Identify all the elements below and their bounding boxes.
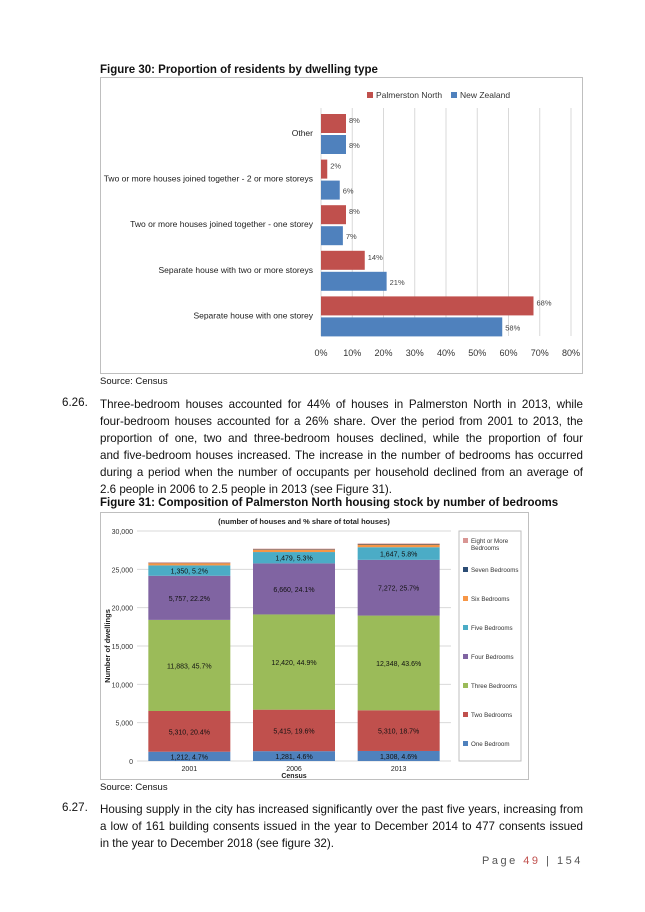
segment-label: 5,757, 22.2% — [168, 595, 210, 603]
paragraph-line: four-bedroom houses accounted for a 26% share. Over the period from 2001 to 2013, the — [100, 415, 583, 428]
data-label: 68% — [536, 298, 552, 308]
segment-label: 1,647, 5.8% — [379, 551, 418, 559]
page-separator: | — [546, 855, 552, 867]
data-label: 58% — [505, 323, 521, 333]
bar — [321, 272, 387, 291]
page-number: 49 — [523, 855, 541, 867]
y-tick-label: 20,000 — [111, 605, 133, 613]
segment-label: 11,883, 45.7% — [167, 663, 212, 671]
y-tick-label: 30,000 — [111, 529, 133, 536]
figure-30-chart — [100, 77, 583, 374]
legend-box — [459, 531, 521, 761]
legend-swatch — [451, 92, 457, 98]
y-tick-label: 25,000 — [111, 567, 133, 575]
x-category-label: 2006 — [286, 766, 302, 773]
legend-label: Bedrooms — [471, 545, 500, 552]
x-tick-label: 50% — [468, 348, 487, 358]
x-tick-label: 40% — [436, 348, 456, 358]
legend-label: Five Bedrooms — [471, 625, 513, 632]
stacked-bar-segment — [148, 563, 230, 565]
legend-label: Three Bedrooms — [471, 683, 518, 690]
x-tick-label: 10% — [343, 348, 362, 358]
data-label: 8% — [349, 207, 360, 217]
data-label: 14% — [367, 252, 383, 262]
legend-swatch — [463, 596, 468, 601]
stacked-bar-segment — [358, 545, 440, 548]
segment-label: 1,212, 4.7% — [170, 754, 209, 762]
y-tick-label: 0 — [129, 759, 133, 766]
bar — [321, 296, 534, 315]
stacked-bar-segment — [358, 543, 440, 544]
legend-label: New Zealand — [460, 90, 511, 100]
paragraph-line: proportion of one, two and three-bedroom houses declined, while the proportion of four — [100, 432, 583, 445]
category-label: Separate house with two or more storeys — [158, 264, 313, 275]
segment-label: 1,281, 4.6% — [275, 754, 313, 762]
legend-swatch — [463, 741, 468, 746]
x-tick-label: 20% — [374, 348, 393, 358]
page-word: Page — [482, 855, 518, 867]
stacked-bar-segment — [253, 549, 335, 550]
bar — [321, 114, 346, 133]
stacked-bar-segment — [253, 550, 335, 552]
paragraph-line: and five-bedroom houses increased. The increase in the number of bedrooms has occurred — [100, 449, 583, 462]
segment-label: 5,310, 20.4% — [168, 729, 210, 737]
legend-swatch — [367, 92, 373, 98]
stacked-bar-segment — [358, 544, 440, 545]
figure-30-svg — [101, 78, 582, 373]
data-label: 21% — [389, 277, 405, 287]
segment-label: 1,350, 5.2% — [170, 568, 209, 576]
legend-label: Six Bedrooms — [471, 596, 510, 603]
segment-label: 1,479, 5.3% — [275, 555, 313, 563]
chart-subtitle: (number of houses and % share of total houses) — [218, 517, 390, 526]
page-footer — [482, 855, 583, 867]
category-label: Two or more houses joined together - 2 or more storeys — [103, 173, 313, 184]
x-tick-label: 70% — [530, 348, 549, 358]
para-6-26-number: 6.26. — [62, 396, 88, 409]
legend-label: Four Bedrooms — [471, 654, 514, 661]
paragraph-line: in the year to December 2018 (see figure 32). — [100, 837, 334, 850]
para-6-26 — [100, 396, 583, 498]
legend-label: Palmerston North — [376, 90, 443, 100]
x-axis-label: Census — [281, 773, 307, 779]
y-axis-label: Number of dwellings — [103, 609, 112, 683]
legend-swatch — [463, 654, 468, 659]
x-tick-label: 30% — [405, 348, 424, 358]
legend-label: One Bedroom — [471, 741, 510, 748]
legend-label: Eight or More — [471, 538, 509, 545]
bar — [321, 205, 346, 224]
category-label: Two or more houses joined together - one storey — [130, 219, 313, 230]
segment-label: 1,308, 4.6% — [379, 753, 418, 761]
data-label: 8% — [349, 116, 360, 125]
figure-31-title: Figure 31: Composition of Palmerston North housing stock by number of bedrooms — [100, 497, 559, 509]
segment-label: 5,415, 19.6% — [273, 728, 315, 736]
figure-31-source: Source: Census — [100, 782, 168, 793]
para-6-27 — [100, 801, 583, 852]
stacked-bar-segment — [148, 562, 230, 563]
segment-label: 12,420, 44.9% — [271, 660, 317, 668]
legend-swatch — [463, 712, 468, 717]
legend-swatch — [463, 625, 468, 630]
legend-swatch — [463, 538, 468, 543]
segment-label: 5,310, 18.7% — [378, 728, 420, 736]
figure-31-svg — [101, 513, 528, 779]
y-tick-label: 15,000 — [111, 644, 133, 651]
x-tick-label: 60% — [499, 348, 518, 358]
paragraph-line: 2.6 people in 2006 to 2.5 people in 2013 (see Figure 31). — [100, 483, 392, 496]
figure-30-title: Figure 30: Proportion of residents by dwelling type — [100, 64, 378, 76]
figure-31-chart — [100, 512, 529, 780]
bar — [321, 181, 340, 200]
data-label: 7% — [345, 232, 357, 242]
category-label: Other — [291, 128, 313, 138]
x-category-label: 2013 — [390, 766, 407, 773]
bar — [321, 317, 502, 336]
paragraph-line: Housing supply in the city has increased significantly over the past five years, increasing from — [100, 803, 583, 816]
legend-label: Seven Bedrooms — [471, 567, 519, 574]
data-label: 8% — [349, 141, 360, 150]
bar — [321, 251, 365, 270]
bar — [321, 135, 346, 154]
x-tick-label: 80% — [561, 348, 581, 358]
bar — [321, 160, 327, 179]
paragraph-line: during a period when the number of occupants per household declined from an average of — [100, 466, 583, 479]
y-tick-label: 5,000 — [115, 720, 133, 728]
legend-swatch — [463, 683, 468, 688]
data-label: 2% — [330, 161, 342, 171]
segment-label: 12,348, 43.6% — [376, 660, 422, 668]
paragraph-line: a low of 161 building consents issued in the year to December 2014 to 477 consents issued — [100, 820, 583, 833]
legend-label: Two Bedrooms — [471, 712, 513, 719]
data-label: 6% — [342, 186, 354, 196]
para-6-27-number: 6.27. — [62, 801, 88, 814]
category-label: Separate house with one storey — [193, 310, 313, 321]
bar — [321, 226, 343, 245]
paragraph-line: Three-bedroom houses accounted for 44% of houses in Palmerston North in 2013, while — [100, 398, 583, 411]
segment-label: 6,660, 24.1% — [273, 586, 315, 594]
x-tick-label: 0% — [314, 348, 328, 358]
y-tick-label: 10,000 — [111, 682, 133, 690]
figure-30-source: Source: Census — [100, 376, 168, 387]
x-category-label: 2001 — [181, 766, 198, 773]
segment-label: 7,272, 25.7% — [378, 585, 420, 593]
legend-swatch — [463, 567, 468, 572]
page-total: 154 — [557, 855, 583, 867]
